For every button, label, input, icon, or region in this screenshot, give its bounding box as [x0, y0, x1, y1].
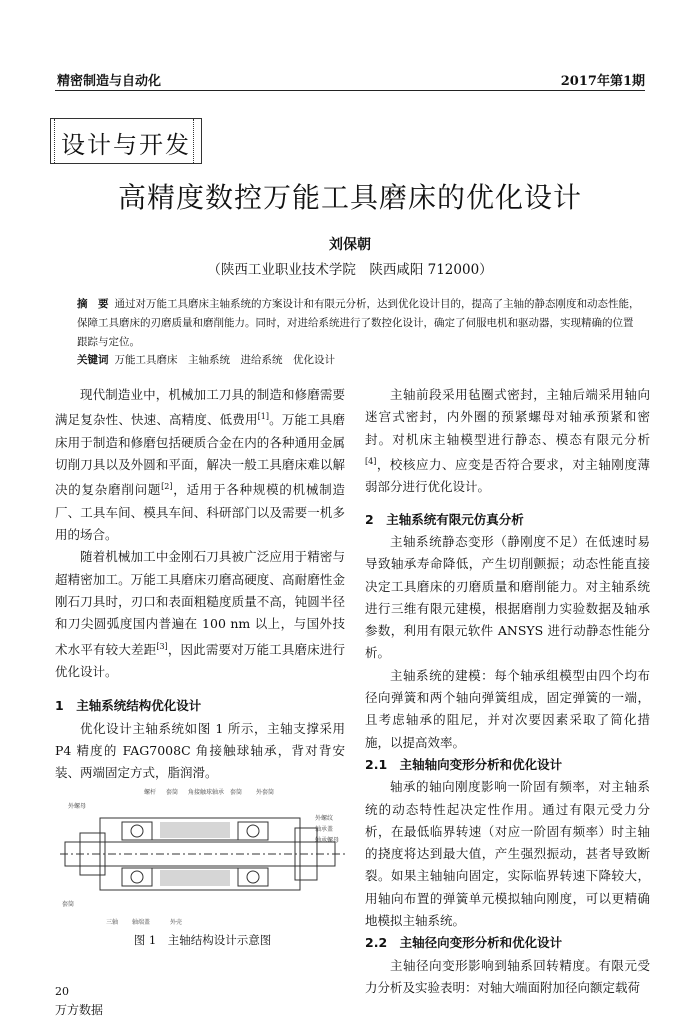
article-title: 高精度数控万能工具磨床的优化设计	[117, 181, 582, 214]
figure-label: 外螺母	[68, 803, 87, 810]
citation: [4]	[365, 456, 377, 466]
subsection-heading: 2.1 主轴轴向变形分析和优化设计	[365, 756, 563, 772]
figure-label: 外螺纹	[315, 815, 334, 822]
spindle-drawing	[60, 778, 345, 928]
figure-label: 外套筒	[256, 789, 275, 796]
figure-label: 螺杆	[144, 789, 157, 796]
article-author: 刘保朝	[329, 237, 371, 253]
paragraph: 主轴系统静态变形（静刚度不足）在低速时易导致轴承寿命降低，产生切削颤振；动态性能直接决定工具磨床的刃磨质量和磨削能力。对主轴系统进行三维有限元建模，根据磨削力实验数据及轴承参数，利用有限元软件 ANSYS 进行动静态性能分析。	[365, 533, 650, 661]
ball	[247, 825, 259, 837]
section-heading: 2 主轴系统有限元仿真分析	[365, 511, 524, 527]
ball	[131, 871, 143, 883]
section-tag: 设计与开发	[61, 131, 191, 159]
figure-label: 套筒	[166, 789, 179, 796]
section-heading: 1 主轴系统结构优化设计	[55, 698, 202, 714]
keywords-label: 关键词	[77, 354, 109, 366]
article-affiliation: （陕西工业职业技术学院 陕西咸阳 712000）	[207, 262, 493, 278]
figure-label: 套筒	[230, 789, 243, 796]
running-header-journal: 精密制造与自动化	[57, 74, 162, 89]
ball	[131, 825, 143, 837]
paragraph: 主轴系统的建模：每个轴承组模型由四个均布径向弹簧和两个轴向弹簧组成，固定弹簧的一端，且考虑轴承的阻尼，并对次要因素采取了简化措施，以提高效率。	[365, 667, 650, 750]
figure-label: 外壳	[170, 919, 183, 926]
keywords	[77, 352, 642, 367]
figure-label: 角接触球轴承	[188, 789, 225, 796]
page-number: 20	[55, 985, 69, 998]
subsection-heading: 2.2 主轴径向变形分析和优化设计	[365, 935, 563, 951]
citation: [3]	[156, 641, 168, 651]
citation: [2]	[161, 482, 173, 492]
watermark: 万方数据	[55, 1003, 104, 1017]
figure-label: 轴端盖	[132, 919, 151, 926]
figure-label: 套筒	[62, 901, 75, 908]
paragraph: 主轴径向变形影响到轴系回转精度。有限元受力分析及实验表明：对轴大端面附加径向额定载荷	[365, 957, 650, 995]
figure-label: 轴承螺母	[315, 837, 340, 844]
figure-caption: 图 1 主轴结构设计示意图	[133, 933, 272, 947]
figure-label: 三轴	[106, 919, 119, 926]
section-tag-box	[50, 118, 202, 164]
citation: [1]	[257, 412, 269, 422]
abstract-text: 通过对万能工具磨床主轴系统的方案设计和有限元分析，达到优化设计目的，提高了主轴的静态刚度和动态性能，保障工具磨床的刃磨质量和磨削能力。同时，对进给系统进行了数控化设计，确定了伺服电机和驱动器，实现精确的位置跟踪与定位。	[77, 298, 640, 348]
running-header-issue: 2017年第1期	[560, 74, 645, 89]
header-rule	[55, 90, 645, 91]
paragraph: 主轴前段采用毡圈式密封，主轴后端采用轴向迷宫式密封，内外圈的预紧螺母对轴承预紧和密封。对机床主轴模型进行静态、模态有限元分析[4]，校核应力、应变是否符合要求，对主轴刚度薄弱部分进行优化设计。	[365, 387, 650, 495]
ball	[247, 871, 259, 883]
right-column	[365, 384, 650, 999]
paragraph: 优化设计主轴系统如图 1 所示，主轴支撑采用 P4 精度的 FAG7008C 角接触球轴承，背对背安装、两端固定方式，脂润滑。	[55, 720, 345, 781]
left-column	[55, 384, 345, 785]
paragraph: 随着机械加工中金刚石刀具被广泛应用于精密与超精密加工。万能工具磨床刃磨高硬度、高耐磨性金刚石刀具时，刃口和表面粗糙度质量不高，钝圆半径和刀尖圆弧度国内普遍在 100 nm 以上，与国外技术水平有较大差距[3]，因此需要对万能工具磨床进行优化设计。	[55, 549, 345, 680]
abstract-label: 摘 要	[77, 298, 109, 310]
figure-label: 轴承盖	[315, 826, 334, 833]
abstract	[77, 295, 642, 352]
keywords-text: 万能工具磨床 主轴系统 进给系统 优化设计	[114, 354, 335, 366]
figure-spindle-diagram	[60, 778, 345, 928]
paragraph: 轴承的轴向刚度影响一阶固有频率，对主轴系统的动态特性起决定性作用。通过有限元受力分析，在最低临界转速（对应一阶固有频率）时主轴的挠度将达到最大值，产生强烈振动，甚者导致断裂。如果主轴轴向固定，实际临界转速下降较大，用轴向布置的弹簧单元模拟轴向刚度，可以更精确地模拟主轴系统。	[365, 779, 650, 928]
paragraph: 现代制造业中，机械加工刀具的制造和修磨需要满足复杂性、快速、高精度、低费用[1]。万能工具磨床用于制造和修磨包括硬质合金在内的各种通用金属切削刀具以及外圆和平面，解决一般工具磨床难以解决的复杂磨削问题[2]，适用于各种规模的机械制造厂、工具车间、模具车间、科研部门以及需要一机多用的场合。	[55, 387, 345, 543]
